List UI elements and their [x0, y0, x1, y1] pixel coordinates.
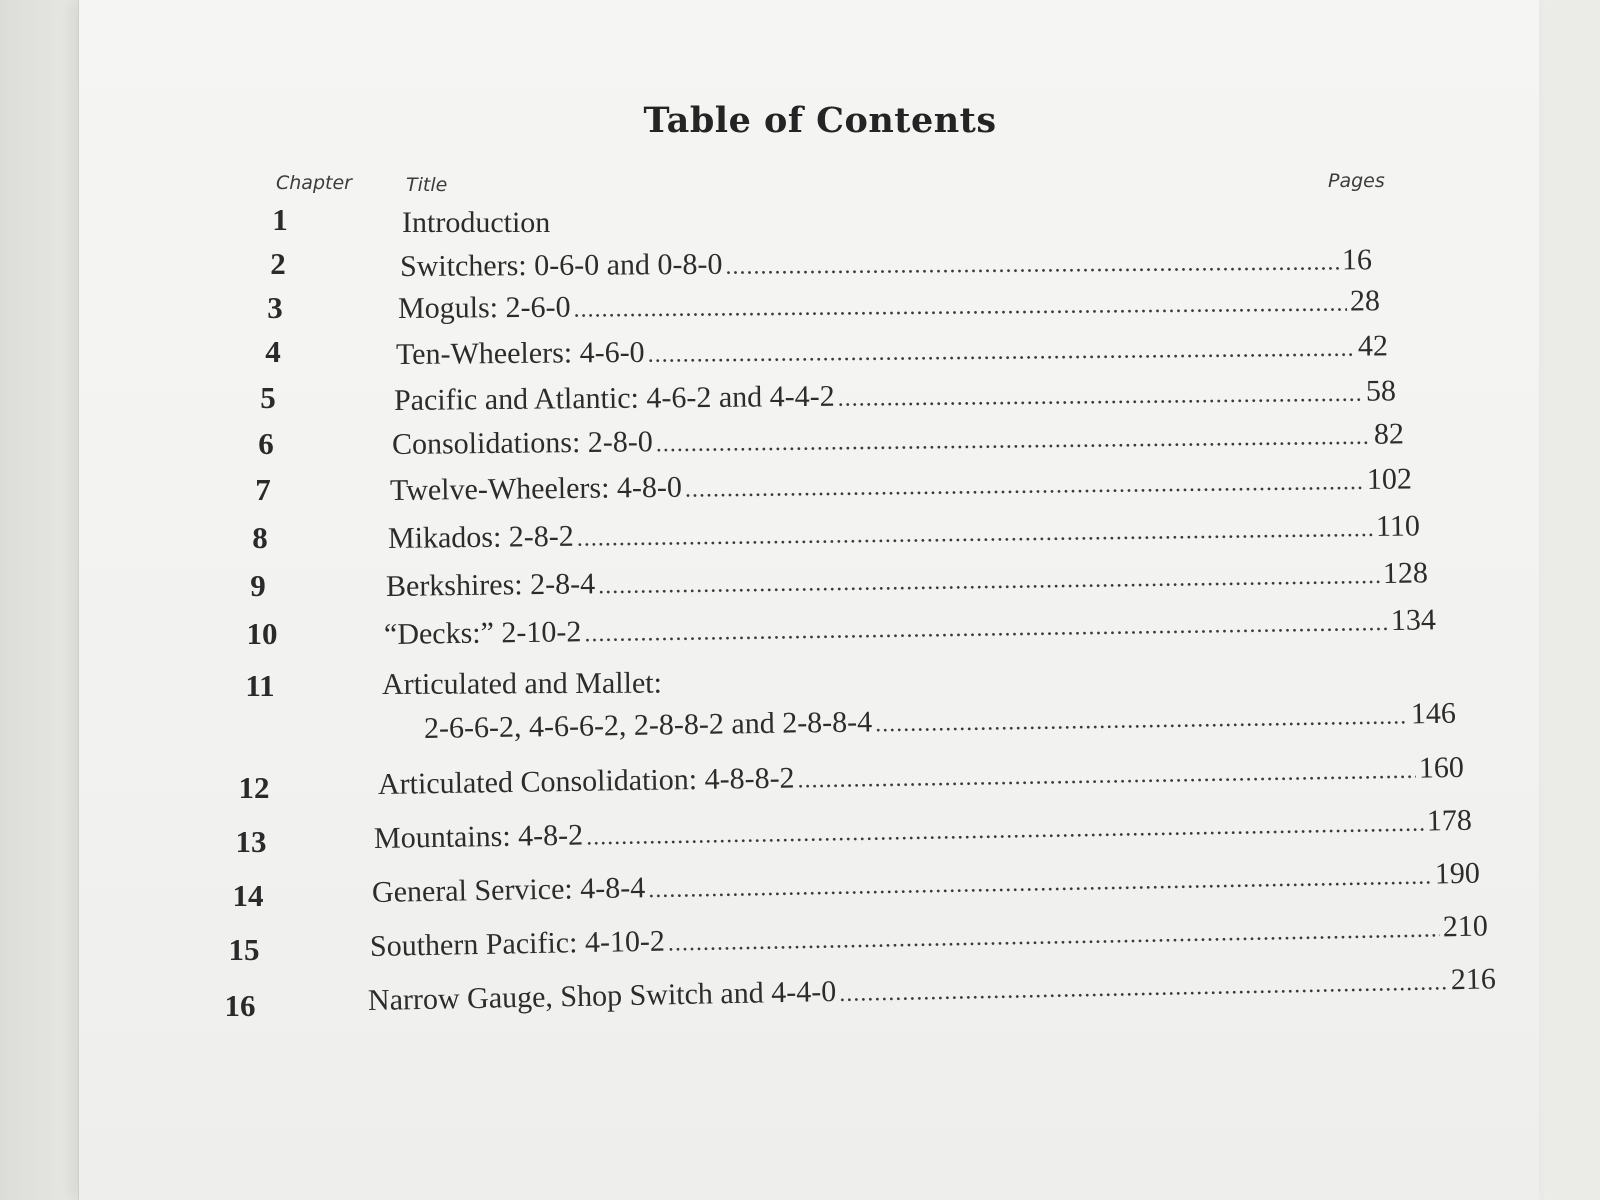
- toc-entry: [400, 243, 1372, 284]
- page-number: 210: [1442, 909, 1489, 944]
- chapter-title: Mountains: 4-8-2: [373, 818, 584, 855]
- dot-leader: [648, 336, 1356, 369]
- page-number: 178: [1426, 803, 1473, 838]
- chapter-number: 5: [260, 380, 276, 415]
- chapter-number: 12: [238, 770, 270, 805]
- chapter-number: 8: [252, 520, 268, 555]
- chapter-number: 14: [232, 878, 264, 913]
- page-number: 110: [1375, 509, 1421, 543]
- chapter-title: Southern Pacific: 4-10-2: [369, 924, 666, 963]
- page-title: Table of Contents: [643, 100, 997, 141]
- page-number: 216: [1450, 962, 1497, 997]
- chapter-title: Ten-Wheelers: 4-6-0: [395, 335, 645, 371]
- dot-leader: [725, 249, 1339, 280]
- chapter-title: Twelve-Wheelers: 4-8-0: [389, 470, 683, 507]
- dot-leader: [838, 381, 1364, 413]
- toc-entry: [402, 206, 550, 240]
- chapter-title: Switchers: 0-6-0 and 0-8-0: [399, 247, 723, 283]
- chapter-title: General Service: 4-8-4: [371, 871, 646, 909]
- chapter-number: 3: [267, 290, 283, 325]
- page-number: 160: [1418, 750, 1465, 785]
- page-number: 16: [1341, 243, 1373, 277]
- chapter-number: 15: [228, 932, 260, 967]
- chapter-number: 13: [235, 824, 267, 859]
- page-number: 190: [1434, 856, 1481, 891]
- chapter-title: Moguls: 2-6-0: [397, 290, 571, 325]
- chapter-title: Pacific and Atlantic: 4-6-2 and 4-4-2: [393, 379, 835, 417]
- chapter-title: Narrow Gauge, Shop Switch and 4-4-0: [367, 975, 837, 1017]
- toc-entry: [382, 667, 662, 702]
- page-number: 58: [1365, 374, 1397, 408]
- chapter-title: Consolidations: 2-8-0: [391, 425, 653, 461]
- chapter-number: 11: [245, 668, 275, 703]
- page-number: 82: [1373, 417, 1405, 451]
- page-number: 28: [1349, 284, 1381, 318]
- page-number: 42: [1357, 329, 1389, 363]
- chapter-title: 2-6-6-2, 4-6-6-2, 2-8-8-2 and 2-8-8-4: [423, 705, 873, 745]
- book-gutter: [0, 0, 78, 1200]
- chapter-title: Introduction: [402, 206, 551, 239]
- chapter-number: 7: [255, 472, 271, 507]
- chapter-number: 4: [265, 334, 281, 369]
- chapter-number: 6: [258, 426, 274, 461]
- chapter-number: 2: [270, 246, 286, 281]
- chapter-title: Mikados: 2-8-2: [387, 519, 575, 555]
- chapter-number: 16: [224, 988, 256, 1023]
- chapter-number: 9: [250, 568, 266, 603]
- column-header-title: Title: [406, 174, 448, 196]
- page-number: 146: [1410, 696, 1457, 731]
- chapter-number: 1: [272, 202, 288, 237]
- chapter-title: “Decks:” 2-10-2: [383, 615, 582, 651]
- chapter-title: Articulated and Mallet:: [381, 666, 662, 701]
- chapter-title: Berkshires: 2-8-4: [385, 567, 596, 603]
- page-number: 102: [1366, 462, 1413, 496]
- chapter-title: Articulated Consolidation: 4-8-8-2: [377, 761, 795, 801]
- page-number: 134: [1390, 603, 1437, 637]
- chapter-number: 10: [246, 616, 278, 651]
- column-header-pages: Pages: [1328, 170, 1385, 192]
- page-number: 128: [1382, 556, 1429, 590]
- dot-leader: [573, 291, 1347, 324]
- column-header-chapter: Chapter: [276, 172, 352, 194]
